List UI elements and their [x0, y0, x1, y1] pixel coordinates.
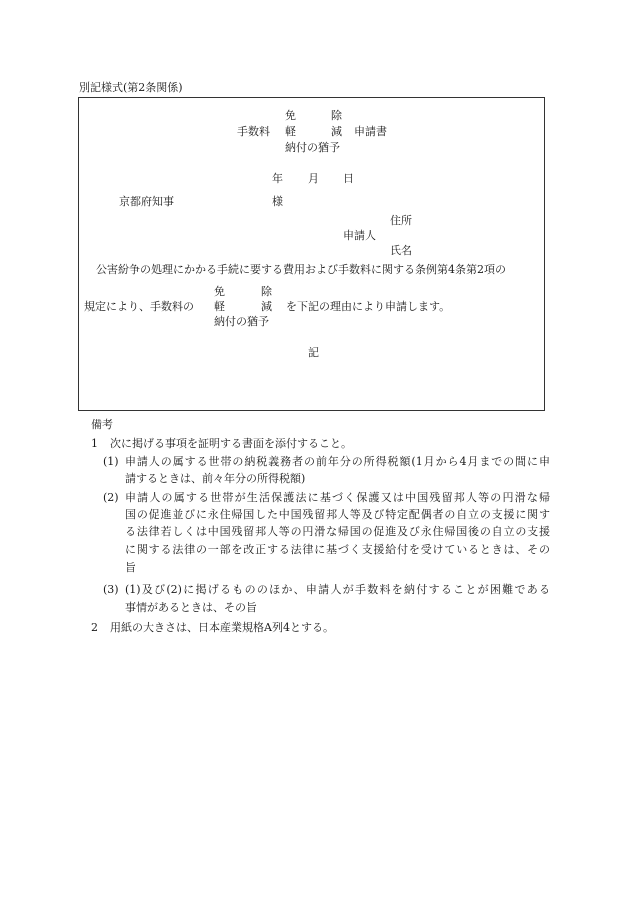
note-1-sub-1-number: (1)	[103, 455, 119, 468]
note-1-sub-3-line-1: (1)及び(2)に掲げるもののほか、申請人が手数料を納付することが困難である	[125, 583, 550, 596]
applicant-label: 申請人	[343, 229, 376, 242]
note-1-sub-2-line-3: る法律若しくは中国残留邦人等の円滑な帰国の促進及び永住帰国後の自立の支援	[125, 525, 550, 538]
applicant-address-label: 住所	[390, 214, 412, 227]
title-prefix: 手数料	[237, 125, 270, 138]
note-1-sub-2-line-4: に関する法律の一部を改正する法律に基づく支援給付を受けているときは、その	[125, 543, 550, 556]
note-2-number: 2	[91, 621, 98, 634]
body-line-2-prefix: 規定により、手数料の	[84, 300, 194, 313]
note-1-number: 1	[91, 437, 98, 450]
note-1-sub-3-line-2: 事情があるときは、その旨	[125, 601, 257, 614]
ki-marker: 記	[308, 346, 319, 359]
title-option-exemption-a: 免	[285, 109, 296, 122]
note-1-sub-2-number: (2)	[103, 491, 119, 504]
title-option-deferral: 納付の猶予	[285, 141, 340, 154]
note-1-sub-2-line-1: 申請人の属する世帯が生活保護法に基づく保護又は中国残留邦人等の円滑な帰	[125, 491, 550, 504]
form-label: 別記様式(第2条関係)	[79, 81, 183, 94]
applicant-name-label: 氏名	[390, 244, 412, 257]
date-month: 月	[308, 172, 319, 185]
date-day: 日	[343, 172, 354, 185]
note-1-sub-3-number: (3)	[103, 583, 119, 596]
body-option-exemption-b: 除	[261, 285, 272, 298]
body-line-2-suffix: を下記の理由により申請します。	[286, 300, 451, 313]
note-1-sub-1-line-1: 申請人の属する世帯の納税義務者の前年分の所得税額(1月から4月までの間に申	[125, 455, 550, 468]
title-option-reduction-a: 軽	[285, 125, 296, 138]
body-option-exemption-a: 免	[214, 285, 225, 298]
note-2-text: 用紙の大きさは、日本産業規格A列4とする。	[110, 621, 334, 634]
date-year: 年	[272, 172, 283, 185]
addressee-name: 京都府知事	[119, 195, 174, 208]
addressee-honorific: 様	[272, 195, 283, 208]
note-1-text: 次に掲げる事項を証明する書面を添付すること。	[110, 437, 352, 450]
title-suffix: 申請書	[354, 125, 387, 138]
body-option-reduction-a: 軽	[214, 300, 225, 313]
note-1-sub-2-line-2: 国の促進並びに永住帰国した中国残留邦人等及び特定配偶者の自立の支援に関す	[125, 508, 550, 521]
body-line-1: 公害紛争の処理にかかる手続に要する費用および手数料に関する条例第4条第2項の	[96, 263, 506, 276]
notes-heading: 備考	[91, 418, 113, 431]
title-option-reduction-b: 減	[331, 125, 342, 138]
title-option-exemption-b: 除	[331, 109, 342, 122]
body-option-reduction-b: 減	[261, 300, 272, 313]
note-1-sub-2-line-5: 旨	[125, 561, 136, 574]
body-option-deferral: 納付の猶予	[214, 315, 269, 328]
note-1-sub-1-line-2: 請するときは、前々年分の所得税額)	[125, 472, 306, 485]
